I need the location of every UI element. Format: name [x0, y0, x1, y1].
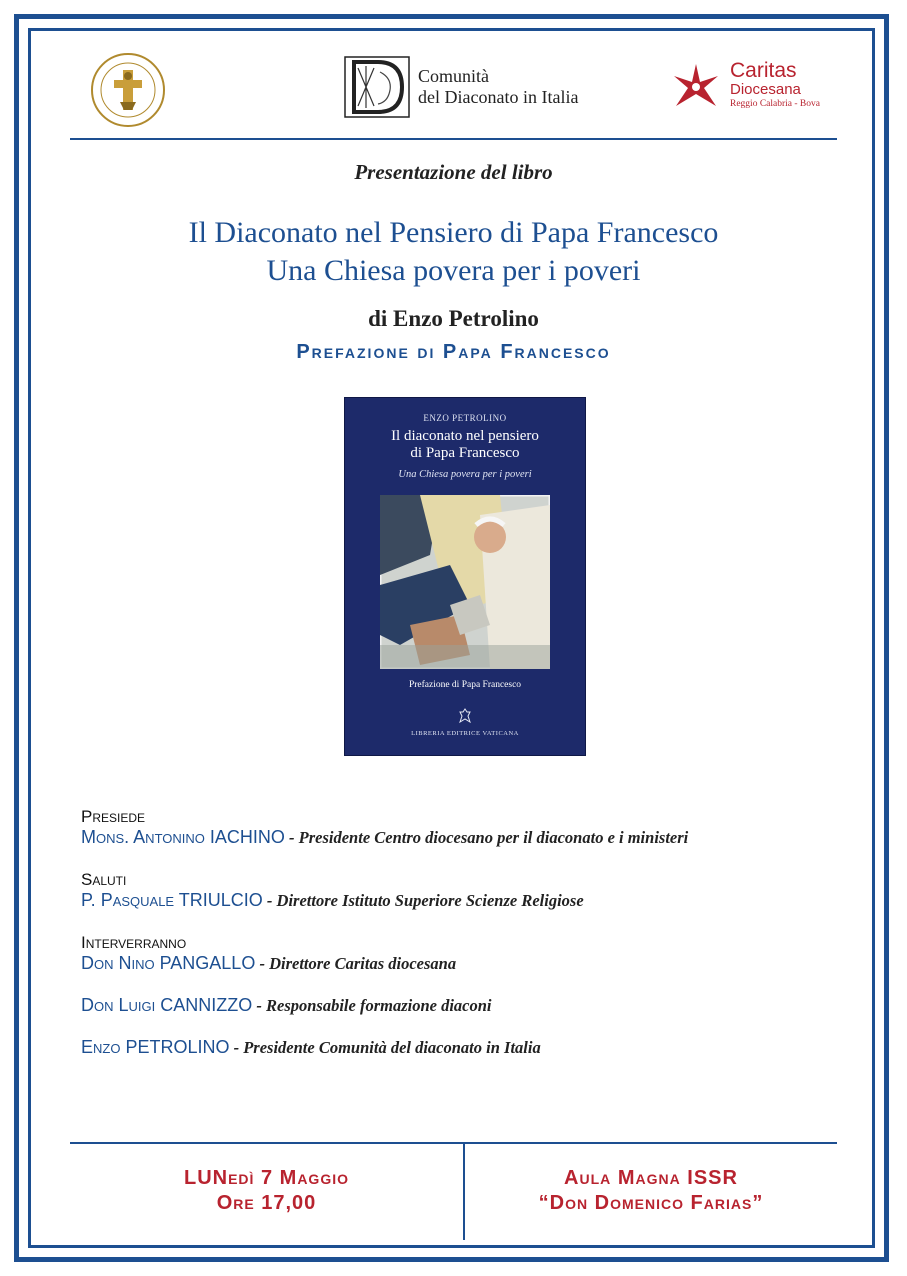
- speaker-role: Presidente Comunità del diaconato in Italia: [243, 1038, 541, 1057]
- caritas-line2: Diocesana: [730, 81, 801, 98]
- book-author: di Enzo Petrolino: [368, 306, 539, 331]
- issr-seal-icon: [90, 52, 166, 128]
- program-entry: Mons. Antonino IACHINO - Presidente Centro diocesano per il diaconato e i ministeri: [81, 827, 689, 847]
- cover-title-line2: di Papa Francesco: [410, 445, 520, 461]
- vatican-emblem-icon: [457, 708, 473, 724]
- cover-title: [345, 428, 585, 462]
- program-heading-interverranno: Interverranno: [81, 933, 187, 952]
- kicker: Presentazione del libro: [354, 160, 553, 184]
- time-line: Ore 17,00: [216, 1192, 317, 1214]
- program-entry: Don Luigi CANNIZZO - Responsabile formazione diaconi: [81, 995, 492, 1015]
- cover-publisher: LIBRERIA EDITRICE VATICANA: [411, 730, 519, 737]
- cover-author: ENZO PETROLINO: [423, 413, 507, 423]
- speaker-name: Don Nino PANGALLO: [81, 953, 256, 973]
- event-place: [465, 1166, 837, 1216]
- title-line2: Una Chiesa povera per i poveri: [266, 254, 641, 287]
- cover-photo: [380, 495, 550, 669]
- caritas-label: [730, 60, 820, 110]
- speaker-role: Direttore Caritas diocesana: [269, 954, 457, 973]
- program-entry: Enzo PETROLINO - Presidente Comunità del diaconato in Italia: [81, 1037, 541, 1057]
- comunita-line2: del Diaconato in Italia: [418, 87, 579, 107]
- cover-subtitle: Una Chiesa povera per i poveri: [398, 469, 532, 480]
- place-line2: “Don Domenico Farias”: [538, 1192, 764, 1214]
- footer-divider: [70, 1142, 837, 1144]
- cover-preface: Prefazione di Papa Francesco: [408, 680, 522, 690]
- comunita-line1: Comunità: [418, 66, 489, 86]
- speaker-name: Enzo PETROLINO: [81, 1037, 230, 1057]
- preface-line: Prefazione di Papa Francesco: [296, 341, 611, 363]
- speaker-role: Presidente Centro diocesano per il diaconato e i ministeri: [298, 828, 689, 847]
- speaker-role: Direttore Istituto Superiore Scienze Religiose: [276, 891, 584, 910]
- title-line1: Il Diaconato nel Pensiero di Papa Francesco: [188, 216, 719, 249]
- book-cover: [345, 398, 585, 755]
- speaker-role: Responsabile formazione diaconi: [265, 996, 492, 1015]
- program-entry: P. Pasquale TRIULCIO - Direttore Istituto Superiore Scienze Religiose: [81, 890, 584, 910]
- program-heading-presiede: Presiede: [81, 807, 146, 826]
- program-entry: Don Nino PANGALLO - Direttore Caritas diocesana: [81, 953, 457, 973]
- event-date: [70, 1166, 463, 1216]
- place-line1: Aula Magna ISSR: [564, 1167, 738, 1189]
- header-divider: [70, 138, 837, 140]
- letter-d-emblem-icon: [344, 56, 410, 118]
- comunita-label: [418, 66, 578, 108]
- speaker-name: P. Pasquale TRIULCIO: [81, 890, 263, 910]
- caritas-cross-icon: [670, 62, 722, 110]
- caritas-line3: Reggio Calabria - Bova: [730, 99, 820, 109]
- speaker-name: Don Luigi CANNIZZO: [81, 995, 253, 1015]
- caritas-line1: Caritas: [730, 59, 797, 82]
- date-line: LUNedì 7 Maggio: [183, 1167, 349, 1189]
- cover-title-line1: Il diaconato nel pensiero: [391, 428, 539, 444]
- program-heading-saluti: Saluti: [81, 870, 127, 889]
- speaker-name: Mons. Antonino IACHINO: [81, 827, 285, 847]
